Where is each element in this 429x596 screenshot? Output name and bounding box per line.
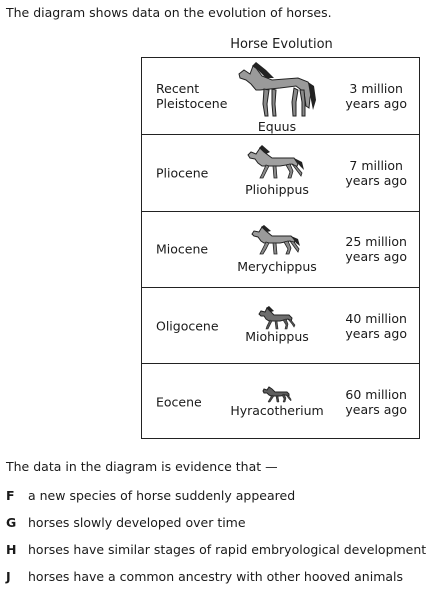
evolution-row-merychippus [142,211,419,287]
miohippus-horse-icon [258,306,296,330]
genus-label: Equus [257,119,297,134]
genus-label: Merychippus [237,258,317,274]
horse-evolution-table [141,57,420,439]
choice-text: a new species of horse suddenly appeared [28,488,296,503]
choice-text: horses slowly developed over time [28,515,246,530]
choice-letter: G [6,515,17,530]
epoch-label: Recent Pleistocene [156,81,228,112]
choice-letter: F [6,488,15,503]
choice-letter: J [6,569,11,584]
question-stem: The data in the diagram is evidence that — [6,459,278,474]
age-label: 25 million years ago [345,234,407,265]
pliohippus-horse-icon [246,144,308,180]
epoch-label: Pliocene [156,165,209,181]
evolution-row-equus [142,58,419,134]
epoch-label: Miocene [156,241,209,257]
genus-label: Pliohippus [245,182,309,198]
choice-letter: H [6,542,17,557]
equus-horse-icon [236,60,318,120]
answer-choice-h[interactable] [6,542,426,557]
evolution-row-miohippus [142,287,419,363]
age-label: 7 million years ago [345,157,407,188]
evolution-row-hyracotherium [142,363,419,439]
answer-choice-f[interactable] [6,488,295,503]
hyracotherium-horse-icon [262,385,292,403]
merychippus-horse-icon [250,224,302,256]
epoch-label: Oligocene [156,318,219,334]
diagram-title: Horse Evolution [230,37,333,52]
intro-text: The diagram shows data on the evolution of horses. [6,5,332,20]
age-label: 60 million years ago [345,386,407,417]
choice-text: horses have similar stages of rapid embryological development [28,542,427,557]
age-label: 40 million years ago [345,310,407,341]
evolution-row-pliohippus [142,134,419,210]
age-label: 3 million years ago [345,81,407,112]
genus-label: Miohippus [245,328,309,344]
epoch-label: Eocene [156,394,202,410]
answer-choice-g[interactable] [6,515,246,530]
genus-label: Hyracotherium [230,403,324,419]
choice-text: horses have a common ancestry with other hooved animals [28,569,404,584]
answer-choice-j[interactable] [6,569,403,584]
